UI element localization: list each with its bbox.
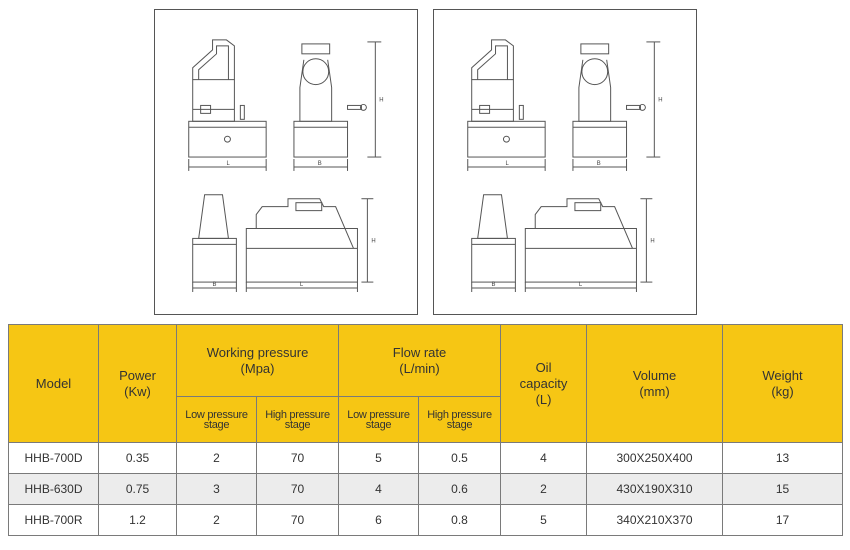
cell-wp-high: 70 [257, 443, 339, 474]
dim-label-l: L [505, 160, 509, 167]
table-row [9, 474, 843, 505]
cell-fr-low: 6 [339, 505, 419, 536]
spec-table [8, 324, 843, 536]
header-oil-capacity: Oil capacity (L) [501, 325, 587, 443]
cell-oil: 5 [501, 505, 587, 536]
cell-fr-low: 5 [339, 443, 419, 474]
header-fr-low-stage: Low pressure stage [339, 397, 419, 443]
cell-fr-high: 0.6 [419, 474, 501, 505]
cell-oil: 2 [501, 474, 587, 505]
cell-model: HHB-700D [9, 443, 99, 474]
dim-label-l2: L [578, 282, 583, 289]
cell-weight: 17 [723, 505, 843, 536]
cell-volume: 340X210X370 [587, 505, 723, 536]
dim-label-b: B [596, 160, 601, 167]
cell-power: 0.75 [99, 474, 177, 505]
cell-power: 1.2 [99, 505, 177, 536]
cell-fr-high: 0.8 [419, 505, 501, 536]
dim-label-l2: L [299, 282, 304, 289]
header-flow-rate: Flow rate (L/min) [339, 325, 501, 397]
drawing-panel-left [154, 9, 418, 315]
dim-label-b2: B [491, 282, 496, 289]
header-working-pressure: Working pressure (Mpa) [177, 325, 339, 397]
cell-fr-high: 0.5 [419, 443, 501, 474]
dim-label-b2: B [212, 282, 217, 289]
dim-label-b: B [317, 160, 322, 167]
cell-wp-low: 2 [177, 443, 257, 474]
cell-weight: 13 [723, 443, 843, 474]
pump-dimension-drawing [434, 10, 696, 314]
header-power: Power (Kw) [99, 325, 177, 443]
dim-label-h2: H [371, 238, 376, 245]
cell-model: HHB-700R [9, 505, 99, 536]
header-wp-low-stage: Low pressure stage [177, 397, 257, 443]
table-row [9, 505, 843, 536]
cell-model: HHB-630D [9, 474, 99, 505]
header-weight: Weight (kg) [723, 325, 843, 443]
header-fr-high-stage: High pressure stage [419, 397, 501, 443]
dim-label-h: H [379, 97, 384, 104]
cell-wp-low: 3 [177, 474, 257, 505]
drawing-panel-right [433, 9, 697, 315]
cell-wp-low: 2 [177, 505, 257, 536]
header-wp-high-stage: High pressure stage [257, 397, 339, 443]
pump-dimension-drawing [155, 10, 417, 314]
cell-wp-high: 70 [257, 474, 339, 505]
table-row [9, 443, 843, 474]
cell-oil: 4 [501, 443, 587, 474]
header-model: Model [9, 325, 99, 443]
cell-wp-high: 70 [257, 505, 339, 536]
dim-label-h2: H [650, 238, 655, 245]
cell-power: 0.35 [99, 443, 177, 474]
header-volume: Volume (mm) [587, 325, 723, 443]
dim-label-l: L [226, 160, 230, 167]
cell-weight: 15 [723, 474, 843, 505]
dim-label-h: H [658, 97, 663, 104]
cell-volume: 300X250X400 [587, 443, 723, 474]
cell-volume: 430X190X310 [587, 474, 723, 505]
cell-fr-low: 4 [339, 474, 419, 505]
